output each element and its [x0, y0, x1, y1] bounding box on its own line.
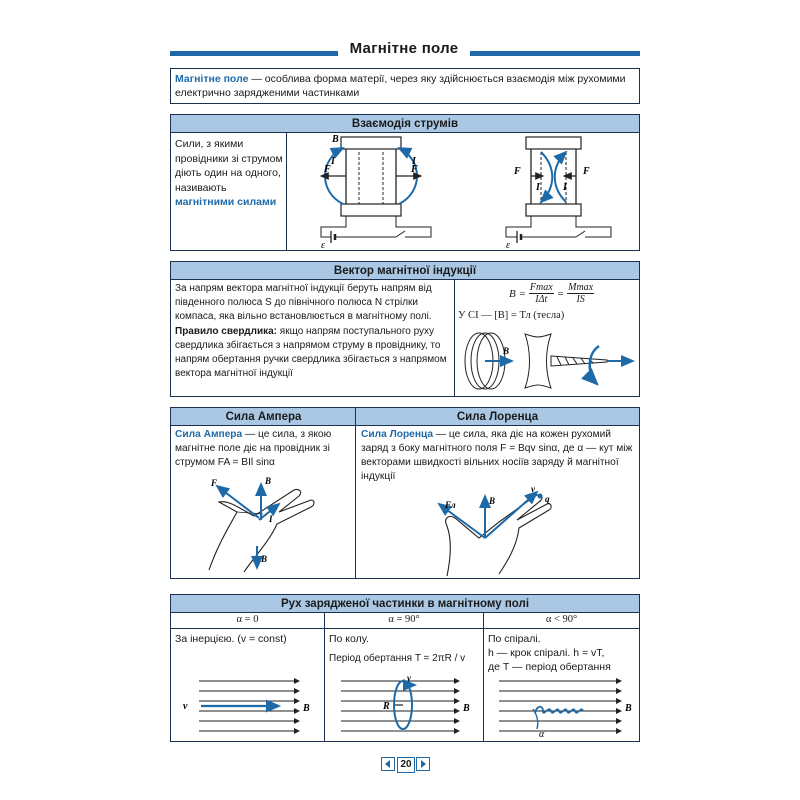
induction-text	[175, 282, 450, 381]
motion2-label-b: B	[463, 703, 470, 714]
motion-angle-1: α = 0	[236, 614, 259, 625]
motion1-label-v: v	[183, 701, 188, 712]
interaction-header: Взаємодія струмів	[171, 115, 639, 133]
motion-angle-2: α = 90°	[388, 614, 420, 625]
interaction-term: магнітними силами	[175, 196, 277, 208]
induction-rule-name: Правило свердлика:	[175, 325, 278, 337]
lorentz-label-f: Fл	[445, 500, 456, 510]
interaction-box	[170, 114, 640, 251]
label-i-left: I	[331, 156, 335, 167]
motion2-label-v: v	[407, 675, 411, 683]
interaction-text-body: Сили, з якими провідники зі струмом діють один на одного, називають	[175, 138, 283, 194]
motion-angle-3: α < 90°	[545, 614, 578, 625]
definition-box	[170, 68, 640, 104]
label-emf-left: ε	[321, 240, 325, 250]
parallel-currents-diagram	[321, 134, 431, 250]
formula-lhs: B =	[509, 287, 526, 300]
motion-col-divider-1	[324, 612, 325, 742]
prev-page-button[interactable]	[381, 757, 395, 771]
definition-text	[175, 72, 635, 100]
ampere-label-i: I	[269, 514, 273, 524]
motion2-label-r: R	[383, 701, 390, 712]
motion-header: Рух зарядженої частинки в магнітному полі	[171, 595, 639, 613]
lorentz-label-v: v	[531, 484, 535, 494]
formula-f1-num: Fmax	[529, 282, 553, 293]
motion-col3-line3: де T — період обертання	[488, 661, 611, 673]
label-i-right: I	[412, 156, 416, 167]
motion3-label-b: B	[625, 703, 632, 714]
forces-divider	[355, 408, 356, 579]
ampere-term: Сила Ампера	[175, 429, 243, 440]
motion-circle-diagram	[331, 675, 479, 739]
motion-col2-line1: По колу.	[329, 633, 369, 645]
definition-term: Магнітне поле	[175, 73, 249, 85]
header-bar-left	[170, 51, 338, 56]
ampere-text	[175, 428, 353, 470]
page-title: Магнітне поле	[349, 40, 459, 57]
motion-col-divider-2	[483, 612, 484, 742]
page-number: 20	[397, 757, 415, 773]
motion-col3-line2: h — крок спіралі. h = vT,	[488, 647, 605, 659]
induction-text-2: якщо напрям поступального руху свердлика збігається з напрямом струму в провіднику, то напрям обертання ручки свердлика збігається з напрямом вектора магнітної індукції	[175, 325, 447, 380]
label-b: B	[332, 134, 339, 145]
label-b-coil: B	[503, 346, 510, 356]
lorentz-text	[361, 428, 636, 484]
motion-col1-line1: За інерцією. (v = const)	[175, 633, 287, 645]
next-page-button[interactable]	[416, 757, 430, 771]
gimlet-diagram	[457, 326, 637, 396]
interaction-divider	[286, 132, 287, 251]
interaction-text	[175, 137, 283, 210]
forces-box	[170, 407, 640, 579]
label-f-right2: F	[583, 166, 590, 177]
induction-unit: У СІ — [B] = Тл (тесла)	[458, 310, 565, 321]
interaction-diagram	[291, 132, 637, 250]
motion-col3-line1: По спіралі.	[488, 633, 541, 645]
induction-formula	[509, 282, 594, 305]
lorentz-label-b: B	[489, 496, 496, 506]
formula-f2-num: Mmax	[568, 282, 594, 293]
label-emf-right: ε	[506, 240, 510, 250]
label-f-left: F	[324, 164, 331, 175]
label-i-right2: I	[563, 182, 567, 193]
definition-body: — особлива форма матерії, через яку здійснюється взаємодія між рухомими електрично зарядженими частинками	[175, 73, 626, 99]
induction-text-1: За напрям вектора магнітної індукції беруть напрям від південного полюса S до північного полюса N стрілки компаса, яка вільно встановлюється в магнітному полі.	[175, 283, 432, 323]
lorentz-body: — це сила, яка діє на кожен рухомий заряд з боку магнітного поля F = Bqv sinα, де α — кут між векторами швидкості вільних носіїв заряду й магнітної індукції	[361, 429, 633, 482]
label-f-left2: F	[514, 166, 521, 177]
formula-f2-den: IS	[576, 294, 585, 305]
ampere-header: Сила Ампера	[171, 408, 356, 426]
lorentz-label-q: q	[545, 494, 550, 504]
motion-spiral-diagram	[493, 675, 639, 739]
motion-row-divider	[171, 628, 639, 629]
label-i-left2: I	[536, 182, 540, 193]
induction-box	[170, 261, 640, 397]
ampere-hand-diagram	[199, 472, 329, 576]
motion-col2-line2: Період обертання T = 2πR / v	[329, 653, 466, 664]
lorentz-hand-diagram	[427, 482, 587, 578]
motion3-label-alpha: α	[539, 729, 545, 739]
motion-box	[170, 594, 640, 742]
lorentz-header: Сила Лоренца	[356, 408, 639, 426]
ampere-label-b2: B	[261, 554, 268, 564]
induction-header: Вектор магнітної індукції	[171, 262, 639, 280]
ampere-body: — це сила, з якою магнітне поле діє на провідник зі струмом FA = BIl sinα	[175, 429, 332, 468]
lorentz-term: Сила Лоренца	[361, 429, 434, 440]
formula-f1-den: IΔt	[535, 294, 548, 305]
motion-inertia-diagram	[179, 675, 319, 739]
header-bar-right	[470, 51, 640, 56]
motion1-label-b: B	[303, 703, 310, 714]
ampere-label-f: F	[211, 478, 218, 488]
ampere-label-b: B	[265, 476, 272, 486]
label-f-right: F	[411, 164, 418, 175]
formula-equals: =	[556, 287, 565, 300]
induction-divider	[454, 279, 455, 397]
antiparallel-currents-diagram	[506, 137, 611, 250]
